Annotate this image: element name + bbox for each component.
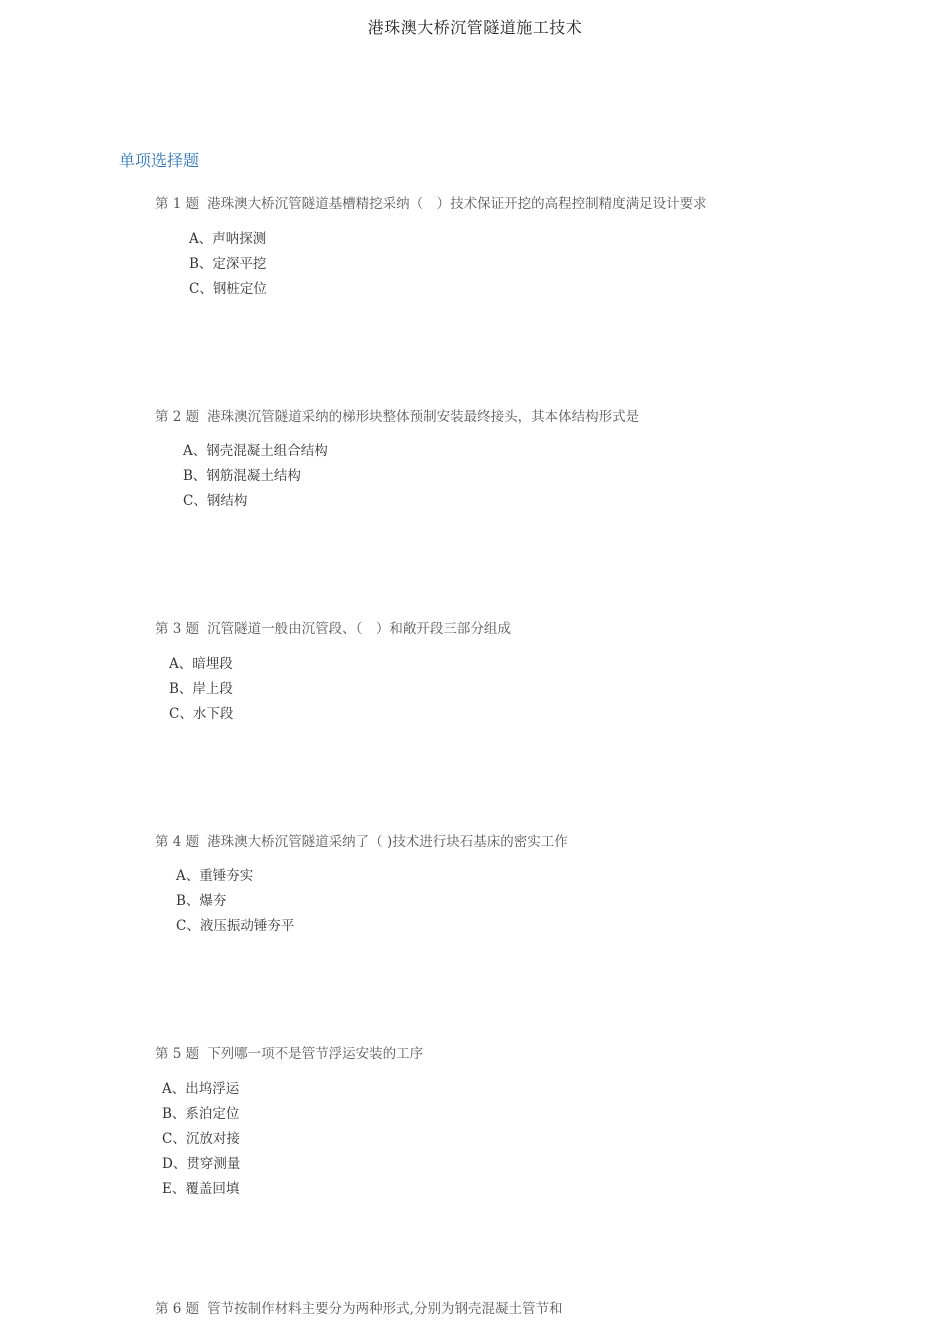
question-text: 管节按制作材料主要分为两种形式,分别为钢壳混凝土管节和 [207,1301,563,1317]
option-d[interactable]: D、贯穿测量 [162,1156,241,1172]
question-1 [155,192,707,212]
question-number: 第 1 题 [155,196,200,212]
options-list-3 [169,652,233,727]
question-5 [155,1042,423,1062]
option-c[interactable]: C、钢桩定位 [189,281,267,297]
option-a[interactable]: A、出坞浮运 [162,1081,240,1097]
section-title: 单项选择题 [119,151,200,170]
question-4 [155,830,568,850]
question-number: 第 5 题 [155,1046,200,1062]
option-c[interactable]: C、水下段 [169,706,234,722]
question-2 [155,405,639,425]
option-a[interactable]: A、声呐探测 [189,231,267,247]
question-number: 第 3 题 [155,621,200,637]
question-6 [155,1297,562,1317]
question-number: 第 2 题 [155,409,200,425]
option-a[interactable]: A、钢壳混凝土组合结构 [183,443,328,459]
question-text: 港珠澳大桥沉管隧道基槽精挖采纳（ ）技术保证开挖的高程控制精度满足设计要求 [207,196,707,212]
option-c[interactable]: C、液压振动锤夯平 [176,918,295,934]
option-a[interactable]: A、暗埋段 [169,656,233,672]
option-e[interactable]: E、覆盖回填 [162,1181,240,1197]
option-b[interactable]: B、系泊定位 [162,1106,240,1122]
option-b[interactable]: B、定深平挖 [189,256,267,272]
question-text: 港珠澳沉管隧道采纳的梯形块整体预制安装最终接头，其本体结构形式是 [207,409,640,425]
document-title: 港珠澳大桥沉管隧道施工技术 [367,18,583,37]
question-text: 沉管隧道一般由沉管段、（ ）和敞开段三部分组成 [207,621,511,637]
question-text: 下列哪一项不是管节浮运安装的工序 [207,1046,424,1062]
options-list-5 [162,1077,240,1202]
options-list-4 [176,864,294,939]
option-b[interactable]: B、岸上段 [169,681,233,697]
option-b[interactable]: B、爆夯 [176,893,227,909]
options-list-2 [183,439,328,514]
option-a[interactable]: A、重锤夯实 [176,868,254,884]
option-c[interactable]: C、钢结构 [183,493,248,509]
options-list-1 [189,227,267,302]
question-3 [155,617,511,637]
option-b[interactable]: B、钢筋混凝土结构 [183,468,301,484]
question-number: 第 6 题 [155,1301,200,1317]
question-text: 港珠澳大桥沉管隧道采纳了（ )技术进行块石基床的密实工作 [207,834,568,850]
question-number: 第 4 题 [155,834,200,850]
option-c[interactable]: C、沉放对接 [162,1131,240,1147]
